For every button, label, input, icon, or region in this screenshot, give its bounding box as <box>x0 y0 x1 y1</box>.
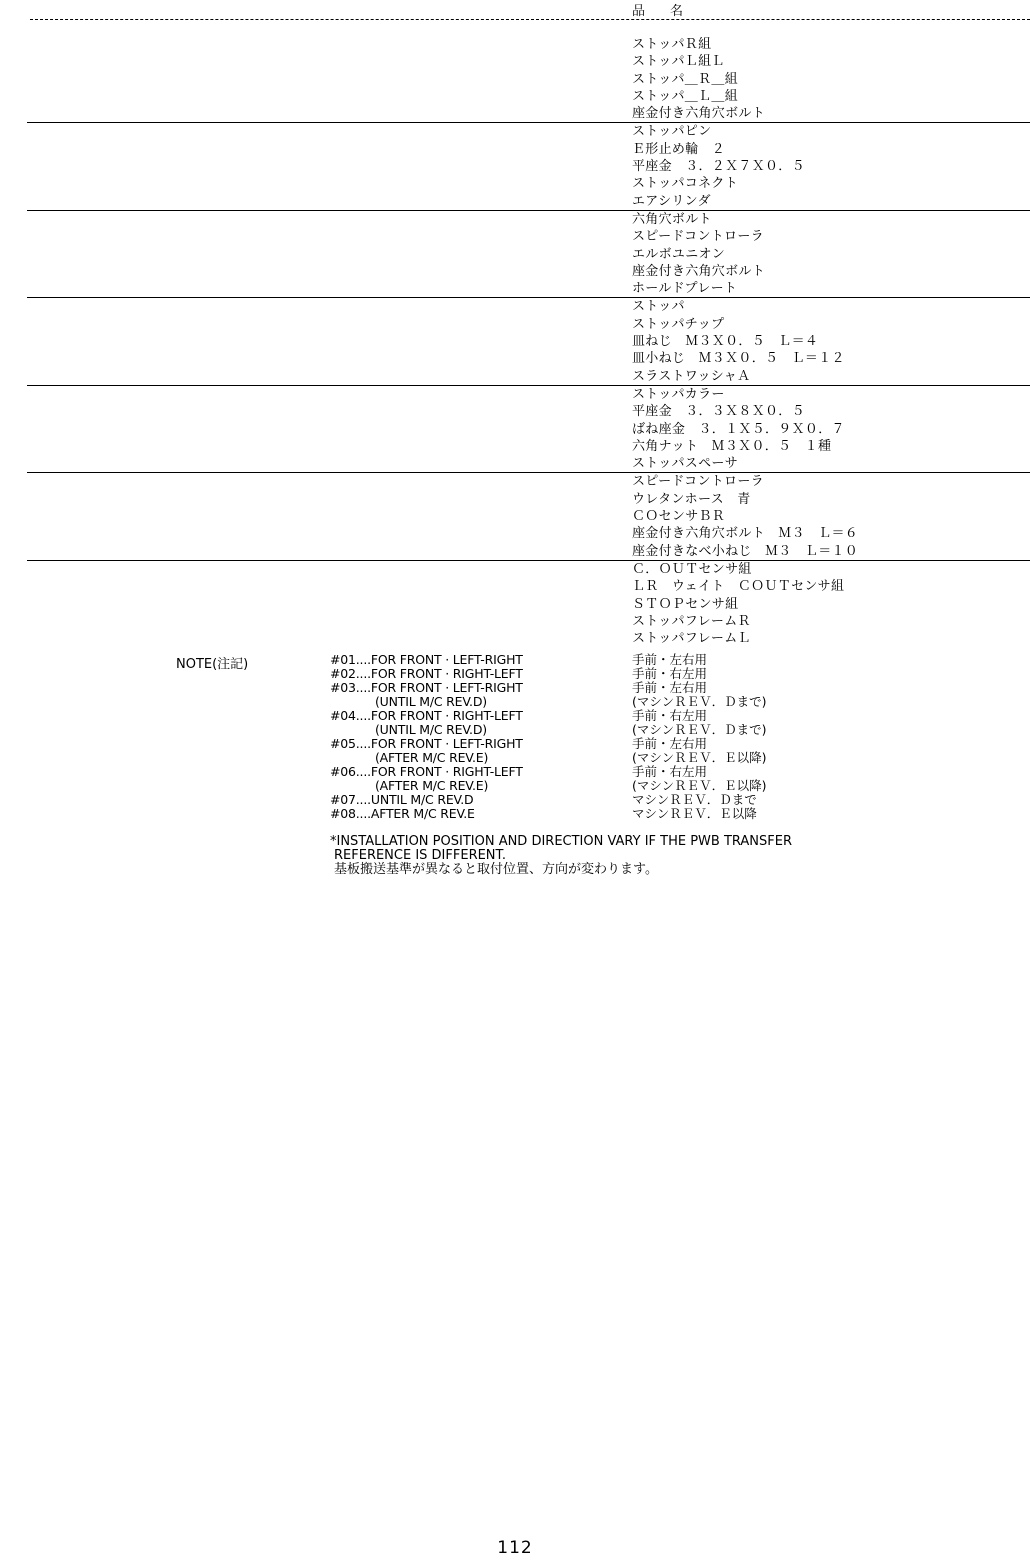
note-japanese: (マシンＲＥＶ．Ｅ以降) <box>632 778 767 793</box>
part-name-item: エアシリンダ <box>632 193 711 209</box>
note-japanese: マシンＲＥＶ．Ｅ以降 <box>632 806 757 821</box>
part-group <box>0 473 1030 559</box>
note-english: (UNTIL M/C REV.D) <box>375 722 487 737</box>
part-name-item: ストッパコネクト <box>632 176 739 192</box>
part-name-item: ＳＴＯＰセンサ組 <box>632 596 739 612</box>
note-japanese: 手前・左右用 <box>632 652 708 667</box>
part-name-item: ウレタンホース 青 <box>632 491 751 507</box>
note-japanese: 手前・右左用 <box>632 708 708 723</box>
note-japanese: 手前・左右用 <box>632 736 708 751</box>
part-name-item: Ｃ．ＯＵＴセンサ組 <box>632 561 752 577</box>
part-name-item: 皿ねじ Ｍ３Ｘ０．５ Ｌ＝４ <box>632 334 819 350</box>
part-name-item: 座金付き六角穴ボルト <box>632 263 766 279</box>
note-english: #05....FOR FRONT · LEFT-RIGHT <box>330 736 523 751</box>
note-english: #01....FOR FRONT · LEFT-RIGHT <box>330 652 523 667</box>
note-english: #03....FOR FRONT · LEFT-RIGHT <box>330 680 523 695</box>
installation-note-line-2: REFERENCE IS DIFFERENT. <box>334 848 507 863</box>
note-english: (AFTER M/C REV.E) <box>375 778 489 793</box>
note-english: #06....FOR FRONT · RIGHT-LEFT <box>330 764 523 779</box>
note-japanese: 手前・右左用 <box>632 666 708 681</box>
note-english: (AFTER M/C REV.E) <box>375 750 489 765</box>
installation-note-line-1: *INSTALLATION POSITION AND DIRECTION VARY IF THE PWB TRANSFER <box>330 834 793 849</box>
note-english: #02....FOR FRONT · RIGHT-LEFT <box>330 666 523 681</box>
part-name-item: ホールドプレート <box>632 281 738 297</box>
note-english: #08....AFTER M/C REV.E <box>330 806 475 821</box>
part-name-item: スラストワッシャＡ <box>632 368 751 384</box>
part-name-item: 六角穴ボルト <box>632 211 712 227</box>
note-japanese: (マシンＲＥＶ．Ｅ以降) <box>632 750 767 765</box>
note-row <box>0 751 1030 765</box>
part-name-item: Ｅ形止め輪 ２ <box>632 141 726 157</box>
part-name-item: 座金付き六角穴ボルト <box>632 106 766 122</box>
note-row <box>0 765 1030 779</box>
part-name-item: 皿小ねじ Ｍ３Ｘ０．５ Ｌ＝１２ <box>632 351 845 367</box>
part-name-item: 座金付き六角穴ボルト Ｍ３ Ｌ＝６ <box>632 526 859 542</box>
note-label: NOTE(注記) <box>176 657 249 672</box>
part-name-item: ストッパ＿Ｒ＿組 <box>632 71 739 87</box>
note-row <box>0 681 1030 695</box>
note-english: (UNTIL M/C REV.D) <box>375 694 487 709</box>
note-english: #07....UNTIL M/C REV.D <box>330 792 474 807</box>
part-name-item: ストッパフレームＬ <box>632 631 751 647</box>
part-name-item: ストッパＬ組Ｌ <box>632 54 725 70</box>
part-name-item: 平座金 ３．２Ｘ７Ｘ０．５ <box>632 159 805 175</box>
note-row <box>0 723 1030 737</box>
note-row <box>0 779 1030 793</box>
note-row <box>0 667 1030 681</box>
note-row <box>0 695 1030 709</box>
part-name-item: ストッパフレームＲ <box>632 613 751 629</box>
note-japanese: (マシンＲＥＶ．Ｄまで) <box>632 694 767 709</box>
part-group <box>0 561 1030 647</box>
note-japanese: 手前・左右用 <box>632 680 708 695</box>
parts-list <box>0 36 1030 647</box>
part-group <box>0 36 1030 122</box>
part-name-item: ストッパピン <box>632 124 712 140</box>
note-row <box>0 807 1030 821</box>
part-name-item: 平座金 ３．３Ｘ８Ｘ０．５ <box>632 404 805 420</box>
part-group <box>0 211 1030 297</box>
part-name-item: 六角ナット Ｍ３Ｘ０．５ １種 <box>632 438 832 454</box>
part-group <box>0 298 1030 384</box>
note-japanese: マシンＲＥＶ．Ｄまで <box>632 792 757 807</box>
note-row <box>0 737 1030 751</box>
part-name-item: ＣＯセンサＢＲ <box>632 509 726 525</box>
part-name-item: ばね座金 ３．１Ｘ５．９Ｘ０．７ <box>632 421 845 437</box>
note-japanese: (マシンＲＥＶ．Ｄまで) <box>632 722 767 737</box>
note-japanese: 手前・右左用 <box>632 764 708 779</box>
part-name-item: ストッパスペーサ <box>632 456 739 472</box>
note-english: #04....FOR FRONT · RIGHT-LEFT <box>330 708 523 723</box>
installation-note-line-3: 基板搬送基準が異なると取付位置、方向が変わります。 <box>334 862 658 877</box>
part-name-item: ストッパ＿Ｌ＿組 <box>632 88 739 104</box>
header-dashed-divider <box>30 19 1030 20</box>
part-name-item: スピードコントローラ <box>632 229 764 245</box>
page-number: 112 <box>497 1538 533 1558</box>
part-name-item: ＬＲ ウェイト ＣＯＵＴセンサ組 <box>632 579 845 595</box>
part-name-column-header: 品 名 <box>632 4 690 19</box>
note-row <box>0 653 1030 667</box>
part-name-item: エルボユニオン <box>632 246 726 262</box>
part-name-item: ストッパＲ組 <box>632 37 712 52</box>
note-row <box>0 793 1030 807</box>
part-group <box>0 123 1030 209</box>
part-name-item: ストッパチップ <box>632 316 725 332</box>
part-name-item: ストッパ <box>632 299 685 315</box>
note-row <box>0 709 1030 723</box>
part-name-item: ストッパカラー <box>632 386 725 402</box>
part-group <box>0 386 1030 472</box>
part-name-item: 座金付きなべ小ねじ Ｍ３ Ｌ＝１０ <box>632 543 859 559</box>
installation-note <box>330 835 792 877</box>
part-name-item: スピードコントローラ <box>632 474 764 490</box>
